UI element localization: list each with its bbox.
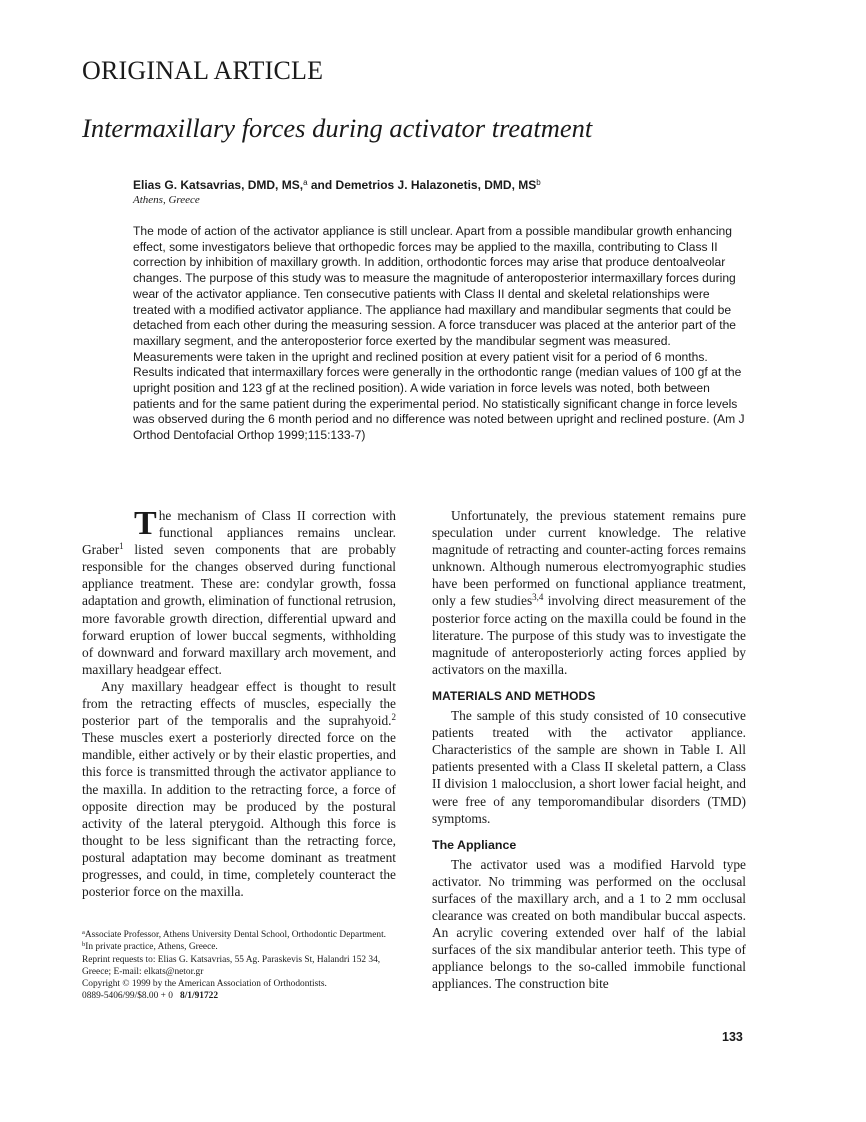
intro-paragraph-1 bbox=[82, 507, 396, 678]
paragraph-text: Any maxillary headgear effect is thought to result from the retracting effects of muscles, especially the posterior part of the temporalis and the suprahyoid. bbox=[82, 678, 396, 729]
page-number: 133 bbox=[722, 1030, 743, 1044]
footnote-mark: b bbox=[82, 941, 86, 949]
paragraph-text: listed seven components that are probably responsible for the changes observed during functional appliance treatment. These are: condylar growth, fossa adaptation and growth, elimination of functional retrusion, more favorable growth direction, differential upward and forward eruption of lower buccal segments, withholding of downward and forward maxillary arch movement, and maxillary headgear effect. bbox=[82, 542, 396, 677]
footnote-b bbox=[82, 941, 400, 953]
paragraph-text: Unfortunately, the previous statement remains pure speculation under current knowledge. The relative magnitude of retracting and counter-acting forces remains unknown. Although numerous electromyographic studies have been performed on functional appliance treatment, only a few studies bbox=[432, 508, 746, 609]
footnotes bbox=[82, 929, 400, 1003]
reprint-requests: Reprint requests to: Elias G. Katsavrias, 55 Ag. Paraskevis St, Halandri 152 34, Greece; E-mail: elkats@netor.gr bbox=[82, 954, 381, 977]
author-1-affiliation-mark: a bbox=[303, 178, 308, 187]
author-location: Athens, Greece bbox=[133, 194, 200, 206]
paragraph-text: he mechanism of Class II correction with functional appliances remains unclear. Graber bbox=[82, 508, 396, 558]
paragraph-text: These muscles exert a posteriorly directed force on the mandible, either actively or by their elastic properties, and this force is transmitted through the activator appliance to the maxilla. In addition to the retracting force, a force of opposite direction may be produced by the postural activity of the lateral pterygoid. Although this force is thought to be less significant than the retracting force, postural adaptation may become dominant as treatment progresses, and could, in time, completely counteract the posterior force on the maxilla. bbox=[82, 730, 396, 900]
section-label: ORIGINAL ARTICLE bbox=[82, 56, 324, 85]
author-1: Elias G. Katsavrias, DMD, MS, bbox=[133, 178, 304, 192]
author-2: Demetrios J. Halazonetis, DMD, MS bbox=[335, 178, 537, 192]
appliance-paragraph-1: The activator used was a modified Harvold type activator. No trimming was performed on the occlusal surfaces of the maxillary arch, and a 1 to 2 mm occlusal clearance was created on both mandibular buccal aspects. An acrylic covering extended over half of the labial surfaces of the six mandibular anterior teeth. This type of appliance belongs to the so-called immobile functional appliances. The construction bite bbox=[432, 856, 746, 992]
intro-paragraph-3 bbox=[432, 507, 746, 678]
paragraph-text: involving direct measurement of the posterior force acting on the maxilla could be found in the literature. The purpose of this study was to investigate the magnitude of anteroposteriorly acting forces applied by activators on the maxilla. bbox=[432, 593, 747, 677]
copyright-line: Copyright © 1999 by the American Association of Orthodontists. bbox=[82, 979, 327, 990]
footnote-mark: a bbox=[82, 929, 85, 936]
drop-cap: T bbox=[134, 505, 157, 542]
abstract: The mode of action of the activator appliance is still unclear. Apart from a possible mandibular growth enhancing effect, some investigators believe that orthopedic forces may be applied to the maxilla, contributing to Class II correction by inhibition of maxillary growth. In addition, orthodontic forces may arise that produce dentoalveolar changes. The purpose of this study was to measure the magnitude of anteroposterior intermaxillary forces during wear of the activator appliance. Ten consecutive patients with Class II dental and skeletal relationships were treated with a modified activator appliance. The appliance had maxillary and mandibular segments that could be detached from each other during the measuring session. A force transducer was placed at the anterior part of the maxillary segment, and the anteroposterior force exerted by the mandibular segment was measured. Measurements were taken in the upright and reclined position at every patient visit for a period of 6 months. Results indicated that intermaxillary forces were generally in the orthodontic range (median values of 100 gf at the upright position and 123 gf at the reclined position). A wide variation in force levels was noted, both between patients and for the same patient during the experimental period. No statistically significant change in force levels was observed during the 6 month period and no difference was noted between upright and reclined posture. (Am J Orthod Dentofacial Orthop 1999;115:133-7) bbox=[133, 224, 745, 443]
body-column-right bbox=[432, 507, 746, 993]
author-connector: and bbox=[307, 178, 336, 192]
methods-paragraph-1: The sample of this study consisted of 10 consecutive patients treated with the activator appliance. Characteristics of the sample are shown in Table I. All patients presented with a Class II skeletal pattern, a Class II division 1 malocclusion, a short lower facial height, and were free of any temporomandibular disorders (TMD) symptoms. bbox=[432, 708, 746, 826]
reference-1[interactable]: 1 bbox=[119, 541, 124, 552]
footnote-text: In private practice, Athens, Greece. bbox=[85, 942, 218, 953]
author-2-affiliation-mark: b bbox=[536, 178, 541, 187]
author-line bbox=[133, 178, 541, 192]
article-title: Intermaxillary forces during activator treatment bbox=[82, 113, 593, 143]
intro-paragraph-2 bbox=[82, 678, 396, 900]
issn-code: 0889-5406/99/$8.00 + 0 bbox=[82, 991, 173, 1002]
reference-2[interactable]: 2 bbox=[391, 712, 396, 723]
reference-3-4[interactable]: 3,4 bbox=[532, 592, 544, 603]
article-code bbox=[82, 990, 400, 1002]
footnote-a bbox=[82, 929, 400, 941]
footnote-text: Associate Professor, Athens University Dental School, Orthodontic Department. bbox=[84, 930, 387, 940]
article-id: 8/1/91722 bbox=[180, 991, 219, 1002]
body-column-left bbox=[82, 507, 396, 900]
heading-the-appliance: The Appliance bbox=[432, 837, 517, 852]
heading-materials-methods: MATERIALS AND METHODS bbox=[432, 688, 596, 703]
